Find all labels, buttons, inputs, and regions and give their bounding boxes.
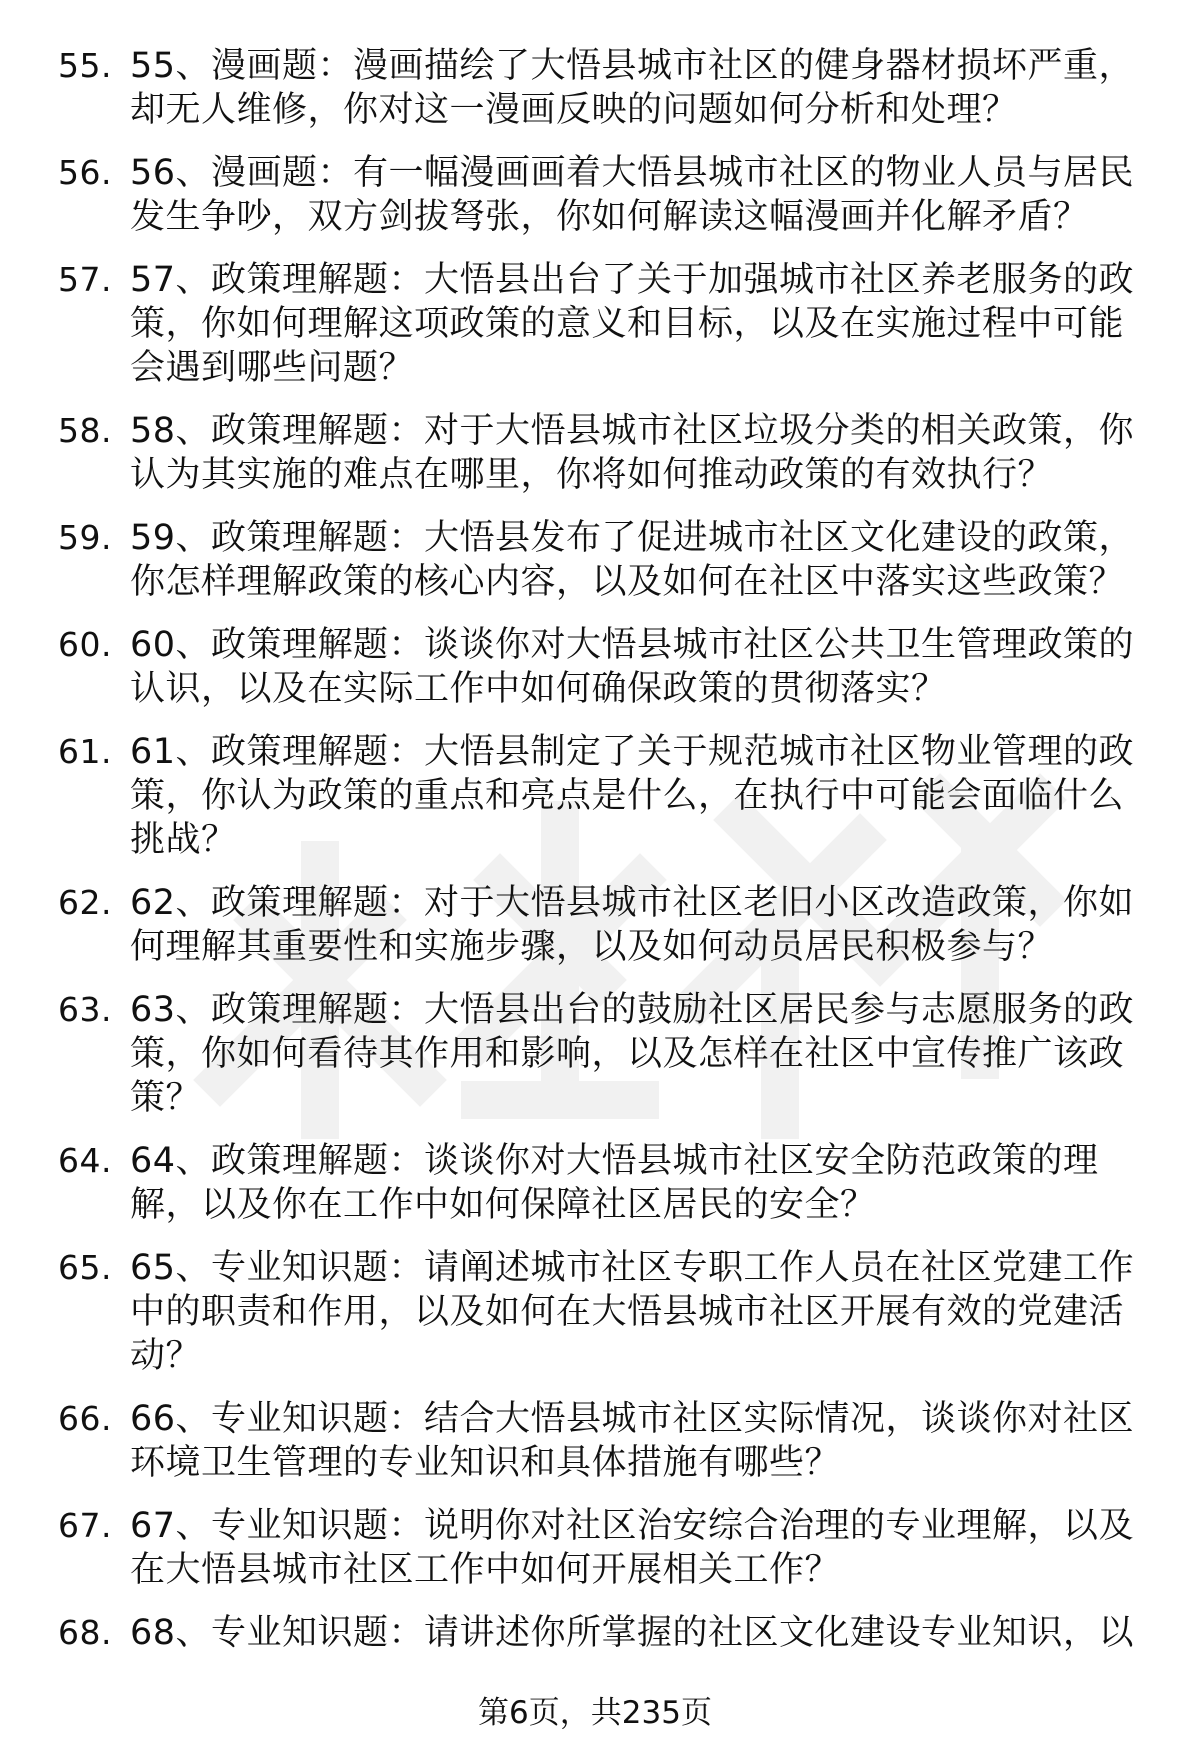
item-number: 63. — [58, 990, 112, 1029]
list-item — [0, 1246, 1190, 1378]
item-text: 66、专业知识题：结合大悟县城市社区实际情况，谈谈你对社区环境卫生管理的专业知识和具体措施有哪些？ — [130, 1399, 1135, 1483]
item-number: 60. — [58, 625, 112, 664]
item-text: 63、政策理解题：大悟县出台的鼓励社区居民参与志愿服务的政策，你如何看待其作用和影响，以及怎样在社区中宣传推广该政策？ — [130, 990, 1135, 1118]
page-footer: 第6页，共235页 — [478, 1695, 712, 1731]
list-item — [0, 516, 1190, 604]
item-number: 57. — [58, 260, 112, 299]
item-text: 64、政策理解题：谈谈你对大悟县城市社区安全防范政策的理解，以及你在工作中如何保障社区居民的安全？ — [130, 1141, 1099, 1225]
item-number: 62. — [58, 883, 112, 922]
item-number: 68. — [58, 1613, 112, 1652]
item-number: 56. — [58, 153, 112, 192]
item-number: 66. — [58, 1399, 112, 1438]
item-text: 67、专业知识题：说明你对社区治安综合治理的专业理解，以及在大悟县城市社区工作中如何开展相关工作？ — [130, 1506, 1135, 1590]
question-list — [0, 44, 1190, 1674]
item-number: 64. — [58, 1141, 112, 1180]
item-text: 55、漫画题：漫画描绘了大悟县城市社区的健身器材损坏严重，却无人维修，你对这一漫画反映的问题如何分析和处理？ — [130, 46, 1135, 130]
list-item — [0, 623, 1190, 711]
list-item — [0, 988, 1190, 1120]
list-item — [0, 1139, 1190, 1227]
item-text: 62、政策理解题：对于大悟县城市社区老旧小区改造政策，你如何理解其重要性和实施步骤，以及如何动员居民积极参与？ — [130, 883, 1135, 967]
item-number: 67. — [58, 1506, 112, 1545]
list-item — [0, 409, 1190, 497]
item-text: 65、专业知识题：请阐述城市社区专职工作人员在社区党建工作中的职责和作用，以及如何在大悟县城市社区开展有效的党建活动？ — [130, 1248, 1135, 1376]
list-item — [0, 258, 1190, 390]
item-text: 60、政策理解题：谈谈你对大悟县城市社区公共卫生管理政策的认识，以及在实际工作中如何确保政策的贯彻落实？ — [130, 625, 1135, 709]
list-item — [0, 881, 1190, 969]
item-number: 59. — [58, 518, 112, 557]
item-text: 59、政策理解题：大悟县发布了促进城市社区文化建设的政策，你怎样理解政策的核心内容，以及如何在社区中落实这些政策？ — [130, 518, 1135, 602]
item-text: 61、政策理解题：大悟县制定了关于规范城市社区物业管理的政策，你认为政策的重点和亮点是什么，在执行中可能会面临什么挑战？ — [130, 732, 1135, 860]
item-number: 55. — [58, 46, 112, 85]
item-text: 56、漫画题：有一幅漫画画着大悟县城市社区的物业人员与居民发生争吵，双方剑拔弩张，你如何解读这幅漫画并化解矛盾？ — [130, 153, 1135, 237]
item-number: 65. — [58, 1248, 112, 1287]
item-text: 68、专业知识题：请讲述你所掌握的社区文化建设专业知识，以 — [130, 1613, 1135, 1653]
item-number: 58. — [58, 411, 112, 450]
item-text: 57、政策理解题：大悟县出台了关于加强城市社区养老服务的政策，你如何理解这项政策的意义和目标，以及在实施过程中可能会遇到哪些问题？ — [130, 260, 1135, 388]
list-item — [0, 1397, 1190, 1485]
list-item — [0, 44, 1190, 132]
list-item — [0, 1611, 1190, 1655]
item-text: 58、政策理解题：对于大悟县城市社区垃圾分类的相关政策，你认为其实施的难点在哪里，你将如何推动政策的有效执行？ — [130, 411, 1135, 495]
list-item — [0, 1504, 1190, 1592]
item-number: 61. — [58, 732, 112, 771]
list-item — [0, 151, 1190, 239]
list-item — [0, 730, 1190, 862]
